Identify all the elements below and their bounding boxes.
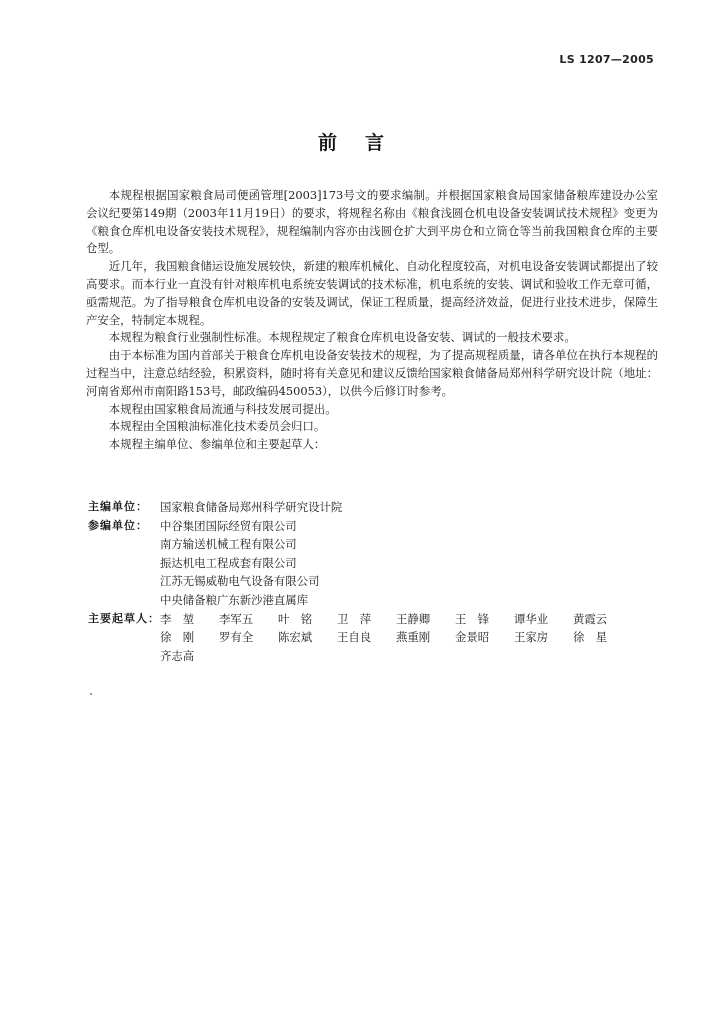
participants-row [88, 535, 668, 554]
drafter-name: 燕重刚 [396, 630, 431, 645]
standard-code: LS 1207—2005 [559, 53, 654, 66]
participant-unit: 江苏无锡威勒电气设备有限公司 [160, 574, 320, 589]
drafter-name: 王自良 [337, 630, 372, 645]
drafter-name: 叶 铭 [278, 611, 313, 626]
proposer-line: 本规程由国家粮食局流通与科技发展司提出。 [108, 401, 337, 416]
paragraph-4: 由于本标准为国内首部关于粮食仓库机电设备安装技术的规程，为了提高规程质量，请各单位在执行本规程的过程当中，注意总结经验，积累资料，随时将有关意见和建议反馈给国家粮食储备局郑州科学研究设计院（地址：河南省郑州市南阳路153号，邮政编码450053），以供今后修订时参考。 [86, 348, 658, 398]
drafter-name: 谭华业 [514, 611, 549, 626]
chief-editor-row [88, 498, 668, 517]
drafter-name: 李军五 [219, 611, 254, 626]
drafters-label: 主要起草人： [88, 611, 160, 625]
jurisdiction-line: 本规程由全国粮油标准化技术委员会归口。 [108, 419, 326, 434]
chief-editor-label: 主编单位： [88, 500, 148, 513]
paragraph-1: 本规程根据国家粮食局司便函管理[2003]173号文的要求编制。并根据国家粮食局国家储备粮库建设办公室会议纪要第149期（2003年11月19日）的要求，将规程名称由《粮食浅圆仓机电设备安装调试技术规程》变更为《粮食仓库机电设备安装技术规程》，规程编制内容亦由浅圆仓扩大到平房仓和立筒仓等当前我国粮食仓库的主要仓型。 [86, 188, 658, 256]
drafter-name: 黄霞云 [573, 611, 608, 626]
drafter-name: 罗有全 [219, 630, 254, 645]
paragraph-2: 近几年，我国粮食储运设施发展较快，新建的粮库机械化、自动化程度较高，对机电设备安装调试都提出了较高要求。而本行业一直没有针对粮库机电系统安装调试的技术标准，机电系统的安装、调试和验收工作无章可循，亟需规范。为了指导粮食仓库机电设备的安装及调试，保证工程质量，提高经济效益，促进行业技术进步，保障生产安全，特制定本规程。 [86, 259, 658, 327]
participant-unit: 振达机电工程成套有限公司 [160, 555, 297, 570]
drafter-name: 王静卿 [396, 611, 431, 626]
drafter-name: 陈宏斌 [278, 630, 313, 645]
participants-label: 参编单位： [88, 518, 148, 532]
units-intro-line: 本规程主编单位、参编单位和主要起草人： [108, 437, 326, 452]
drafter-name: 王 锋 [455, 611, 490, 626]
drafters-list [160, 610, 668, 666]
scan-speck [90, 693, 92, 695]
foreword-body [86, 187, 658, 454]
drafter-name: 卫 萍 [337, 611, 372, 626]
drafter-name: 徐 星 [573, 630, 608, 645]
drafter-name: 齐志高 [160, 648, 195, 663]
participants-row [88, 591, 668, 610]
paragraph-3: 本规程为粮食行业强制性标准。本规程规定了粮食仓库机电设备安装、调试的一般技术要求。 [108, 330, 576, 345]
participants-row [88, 517, 668, 536]
drafter-name: 李 堃 [160, 611, 195, 626]
chief-editor-value: 国家粮食储备局郑州科学研究设计院 [160, 500, 343, 514]
participants-row [88, 572, 668, 591]
roster [88, 498, 668, 665]
drafter-name: 王家房 [514, 630, 549, 645]
drafter-name: 金景昭 [455, 630, 490, 645]
participants-row [88, 554, 668, 573]
participant-unit: 中央储备粮广东新沙港直属库 [160, 592, 309, 607]
participant-unit: 中谷集团国际经贸有限公司 [160, 518, 297, 533]
page-title: 前言 [317, 132, 412, 154]
drafters-row [88, 610, 668, 666]
participant-unit: 南方输送机械工程有限公司 [160, 537, 297, 552]
drafter-name: 徐 刚 [160, 630, 195, 645]
